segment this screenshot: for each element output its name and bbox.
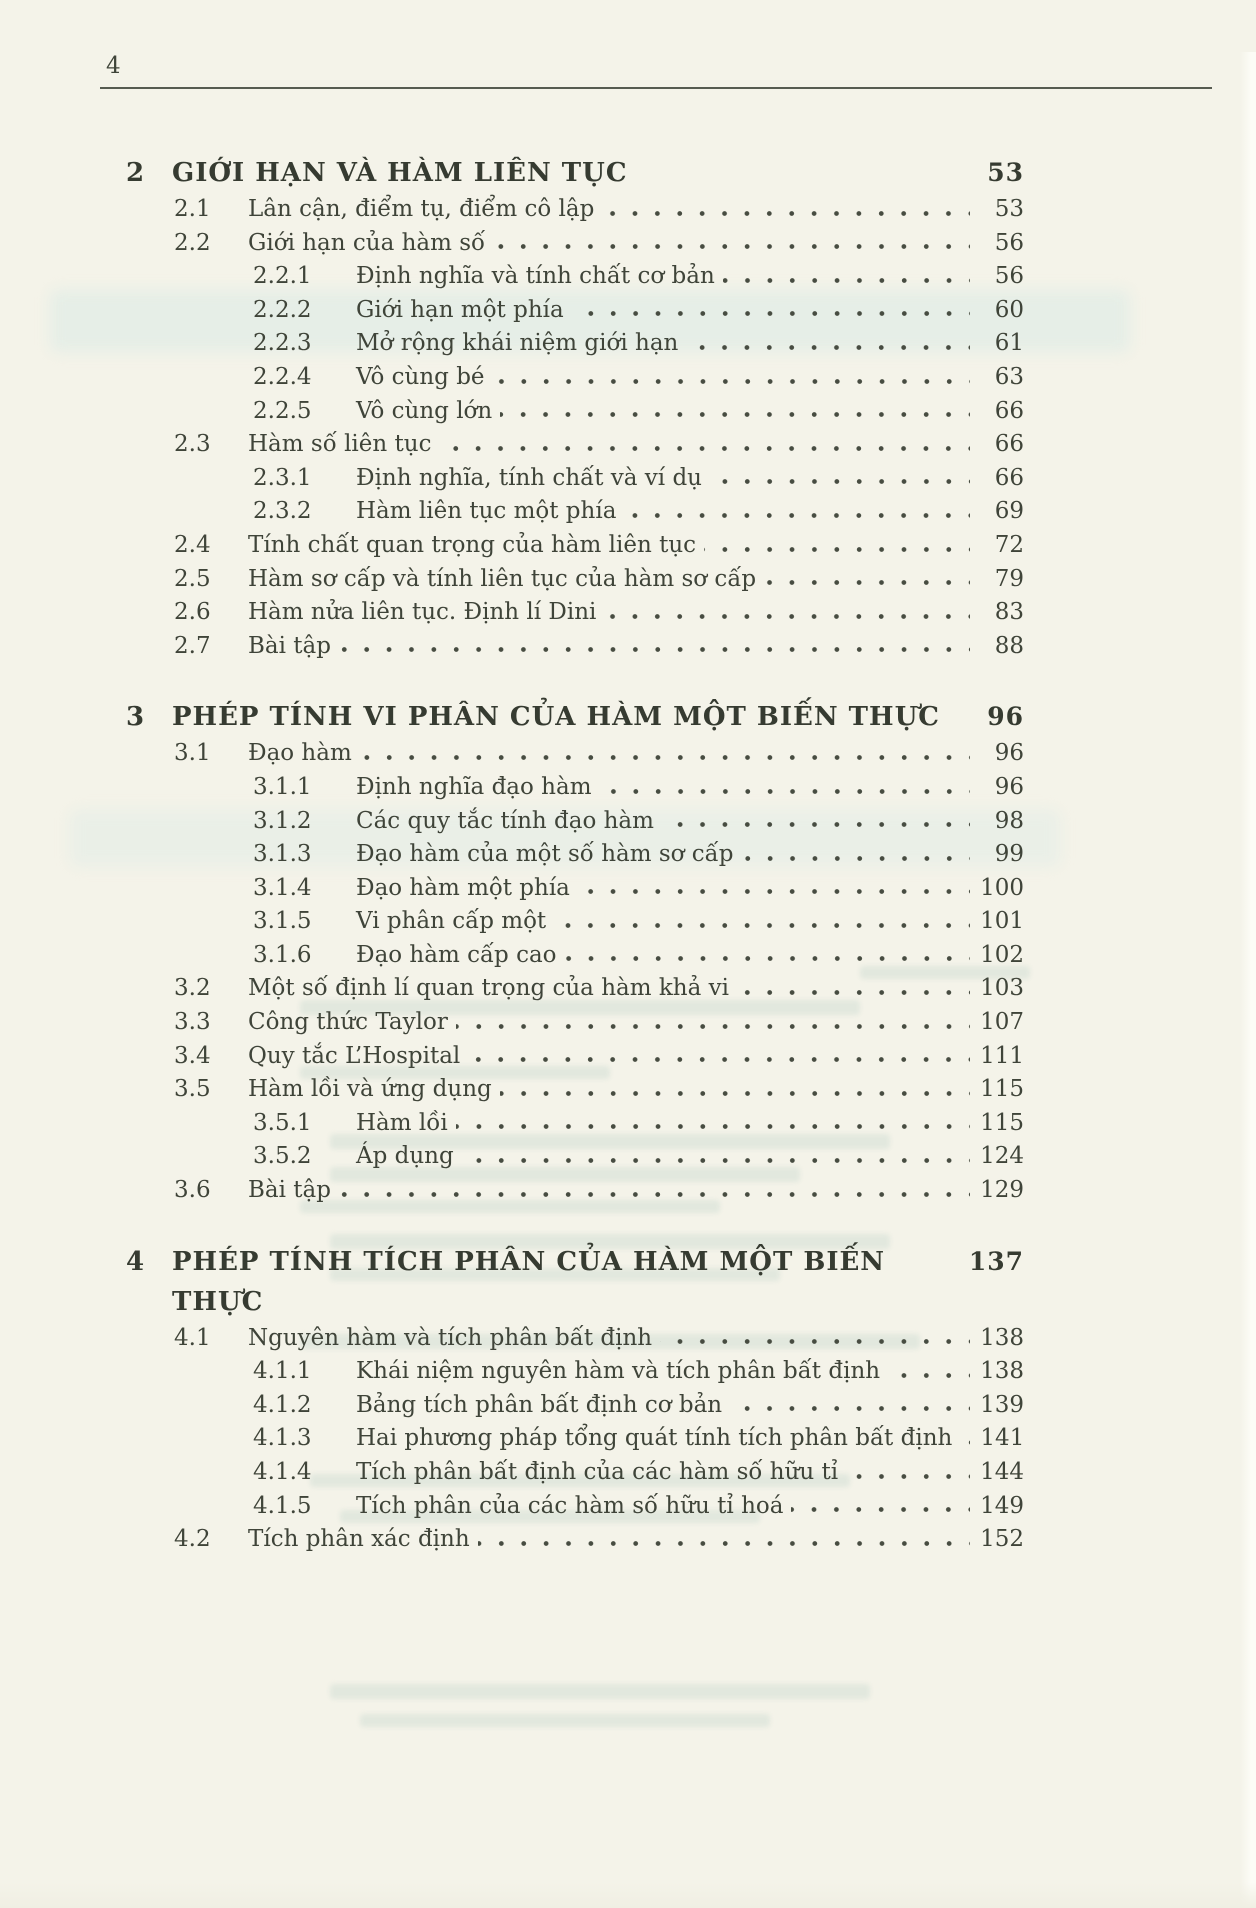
entry-page: 56: [994, 263, 1024, 290]
dot-leader: [704, 529, 970, 563]
toc-entry-row: [126, 1456, 1024, 1490]
entry-title: Hàm nửa liên tục. Định lí Dini: [248, 599, 597, 626]
entry-title: Tích phân xác định: [248, 1526, 470, 1553]
entry-page: 141: [980, 1425, 1025, 1452]
toc-entry-row: [126, 361, 1024, 395]
dot-leader: [500, 1073, 970, 1107]
toc-entry-row: [126, 1389, 1024, 1423]
entry-page: 96: [994, 773, 1024, 800]
entry-page: 100: [980, 874, 1024, 901]
entry-page: 61: [994, 330, 1024, 357]
entry-page: 98: [994, 807, 1024, 834]
entry-page: 96: [994, 740, 1024, 767]
entry-page: 111: [980, 1042, 1024, 1069]
entry-title: Tính chất quan trọng của hàm liên tục: [248, 531, 697, 558]
entry-page: 139: [980, 1391, 1024, 1418]
dot-leader: [602, 193, 970, 227]
entry-number: 3.3: [174, 1009, 211, 1036]
toc-entry-row: [126, 737, 1024, 771]
entry-page: 63: [994, 363, 1024, 390]
entry-title: Công thức Taylor: [248, 1009, 448, 1036]
entry-title: Một số định lí quan trọng của hàm khả vi: [248, 975, 729, 1002]
entry-number: 2.2.3: [253, 330, 312, 357]
entry-page: 66: [994, 431, 1024, 458]
entry-title: Các quy tắc tính đạo hàm: [356, 807, 654, 834]
dot-leader: [360, 737, 970, 771]
toc-entry-row: [126, 1040, 1024, 1074]
dot-leader: [339, 1174, 970, 1208]
chapter-title: PHÉP TÍNH TÍCH PHÂN CỦA HÀM MỘT BIẾN THỰC: [172, 1246, 886, 1317]
entry-title: Quy tắc L’Hospital: [248, 1042, 461, 1069]
toc-chapter-row: [126, 1242, 1024, 1322]
entry-title: Bài tập: [248, 1177, 331, 1204]
entry-page: 152: [980, 1526, 1024, 1553]
page-header-number: 4: [106, 53, 121, 79]
entry-number: 4.1.5: [253, 1492, 312, 1519]
toc-entry-row: [126, 1073, 1024, 1107]
dot-leader: [791, 1490, 970, 1524]
entry-page: 115: [980, 1076, 1024, 1103]
entry-page: 79: [994, 565, 1024, 592]
entry-title: Tích phân của các hàm số hữu tỉ hoá: [356, 1492, 784, 1519]
entry-page: 66: [994, 464, 1024, 491]
dot-leader: [565, 939, 970, 973]
dot-leader: [846, 1456, 970, 1490]
toc-entry-row: [126, 395, 1024, 429]
entry-number: 3.1.5: [253, 908, 312, 935]
entry-number: 3.4: [174, 1042, 211, 1069]
entry-page: 115: [980, 1109, 1024, 1136]
entry-page: 144: [980, 1459, 1024, 1485]
entry-page: 60: [994, 296, 1024, 323]
dot-leader: [456, 1006, 970, 1040]
dot-leader: [686, 327, 970, 361]
chapter-title: PHÉP TÍNH VI PHÂN CỦA HÀM MỘT BIẾN THỰC: [172, 702, 940, 733]
toc-entry-row: [126, 260, 1024, 294]
entry-title: Áp dụng: [356, 1143, 454, 1170]
toc-entry-row: [126, 294, 1024, 328]
entry-number: 2.2.5: [253, 397, 312, 424]
toc-entry-row: [126, 1523, 1024, 1557]
dot-leader: [662, 805, 970, 839]
dot-leader: [723, 260, 970, 294]
entry-number: 2.3.2: [253, 498, 312, 525]
toc-entry-row: [126, 193, 1024, 227]
dot-leader: [468, 1040, 970, 1074]
entry-number: 2.3.1: [253, 464, 312, 491]
entry-title: Giới hạn một phía: [356, 296, 564, 323]
toc-entry-row: [126, 972, 1024, 1006]
dot-leader: [478, 1523, 970, 1557]
dot-leader: [764, 563, 970, 597]
entry-page: 129: [980, 1177, 1024, 1204]
entry-title: Định nghĩa, tính chất và ví dụ: [356, 464, 702, 491]
entry-title: Định nghĩa đạo hàm: [356, 773, 592, 800]
dot-leader: [604, 596, 970, 630]
toc-entry-row: [126, 1107, 1024, 1141]
entry-number: 2.6: [174, 599, 211, 626]
entry-page: 149: [980, 1492, 1024, 1519]
entry-number: 4.1.2: [253, 1391, 312, 1418]
entry-title: Hàm số liên tục: [248, 431, 432, 458]
chapter-title: GIỚI HẠN VÀ HÀM LIÊN TỤC: [172, 158, 628, 188]
entry-page: 102: [980, 941, 1024, 968]
dot-leader: [888, 1355, 970, 1389]
entry-title: Vô cùng bé: [356, 363, 485, 390]
entry-number: 2.7: [174, 632, 211, 659]
entry-title: Nguyên hàm và tích phân bất định: [248, 1324, 653, 1351]
chapter-page: 53: [987, 158, 1024, 187]
entry-title: Hai phương pháp tổng quát tính tích phân bất định: [356, 1425, 953, 1452]
toc-entry-row: [126, 327, 1024, 361]
toc-entry-row: [126, 1422, 1024, 1456]
entry-page: 107: [980, 1009, 1024, 1036]
entry-title: Vi phân cấp một: [356, 908, 547, 935]
entry-number: 4.1: [174, 1324, 211, 1351]
entry-number: 3.1.6: [253, 941, 312, 968]
dot-leader: [624, 495, 970, 529]
entry-number: 3.5: [174, 1076, 211, 1103]
entry-number: 2.2.1: [253, 263, 312, 290]
toc-entry-row: [126, 227, 1024, 261]
entry-number: 4.1.1: [253, 1358, 312, 1385]
toc-entry-row: [126, 1006, 1024, 1040]
entry-number: 2.2: [174, 229, 211, 256]
dot-leader: [493, 361, 970, 395]
entry-number: 2.2.2: [253, 296, 312, 323]
dot-leader: [600, 771, 970, 805]
entry-page: 66: [994, 397, 1024, 424]
toc-entry-row: [126, 1355, 1024, 1389]
entry-page: 103: [980, 975, 1024, 1002]
toc-chapter-row: [126, 697, 1024, 737]
dot-leader: [737, 972, 970, 1006]
entry-page: 99: [994, 841, 1024, 868]
entry-number: 2.3: [174, 431, 211, 458]
dot-leader: [439, 428, 970, 462]
entry-number: 3.5.1: [253, 1109, 312, 1136]
dot-leader: [493, 227, 970, 261]
entry-title: Hàm liên tục một phía: [356, 498, 617, 525]
toc-entry-row: [126, 939, 1024, 973]
dot-leader: [456, 1107, 970, 1141]
entry-title: Tích phân bất định của các hàm số hữu tỉ: [356, 1459, 839, 1485]
entry-number: 4.1.4: [253, 1459, 312, 1485]
entry-title: Hàm lồi và ứng dụng: [248, 1076, 492, 1103]
entry-page: 138: [980, 1324, 1024, 1351]
dot-leader: [462, 1140, 970, 1174]
dot-leader: [742, 838, 970, 872]
entry-title: Hàm sơ cấp và tính liên tục của hàm sơ cấp: [248, 565, 757, 592]
toc-entry-row: [126, 771, 1024, 805]
dot-leader: [730, 1389, 970, 1423]
dot-leader: [554, 905, 970, 939]
toc-entry-row: [126, 563, 1024, 597]
entry-title: Đạo hàm của một số hàm sơ cấp: [356, 841, 734, 868]
toc-entry-row: [126, 872, 1024, 906]
table-of-contents: [126, 153, 1024, 1557]
chapter-number: 3: [126, 702, 146, 733]
toc-entry-row: [126, 1322, 1024, 1356]
page-header: [100, 52, 1212, 89]
entry-number: 3.5.2: [253, 1143, 312, 1170]
entry-title: Bài tập: [248, 632, 331, 659]
entry-page: 72: [994, 531, 1024, 558]
entry-title: Lân cận, điểm tụ, điểm cô lập: [248, 196, 595, 222]
toc-entry-row: [126, 838, 1024, 872]
entry-number: 2.1: [174, 196, 211, 222]
entry-title: Hàm lồi: [356, 1109, 448, 1136]
dot-leader: [960, 1422, 970, 1456]
dot-leader: [339, 630, 970, 664]
chapter-number: 2: [126, 158, 146, 188]
entry-title: Giới hạn của hàm số: [248, 229, 486, 256]
entry-number: 2.5: [174, 565, 211, 592]
toc-entry-row: [126, 596, 1024, 630]
entry-number: 3.1.1: [253, 773, 312, 800]
entry-title: Đạo hàm một phía: [356, 874, 570, 901]
dot-leader: [710, 462, 970, 496]
entry-page: 53: [994, 196, 1024, 222]
entry-number: 3.2: [174, 975, 211, 1002]
toc-entry-row: [126, 495, 1024, 529]
entry-page: 83: [994, 599, 1024, 626]
chapter-number: 4: [126, 1246, 146, 1277]
entry-number: 4.2: [174, 1526, 211, 1553]
toc-entry-row: [126, 529, 1024, 563]
entry-page: 88: [994, 632, 1024, 659]
entry-number: 3.1.2: [253, 807, 312, 834]
entry-page: 69: [994, 498, 1024, 525]
toc-entry-row: [126, 428, 1024, 462]
entry-title: Định nghĩa và tính chất cơ bản: [356, 263, 715, 290]
entry-page: 124: [980, 1143, 1024, 1170]
entry-page: 101: [980, 908, 1024, 935]
entry-title: Mở rộng khái niệm giới hạn: [356, 330, 679, 357]
toc-entry-row: [126, 1174, 1024, 1208]
entry-number: 2.4: [174, 531, 211, 558]
toc-entry-row: [126, 805, 1024, 839]
dot-leader: [572, 294, 970, 328]
chapter-page: 137: [968, 1246, 1024, 1276]
toc-entry-row: [126, 905, 1024, 939]
entry-number: 3.6: [174, 1177, 211, 1204]
entry-number: 3.1.3: [253, 841, 312, 868]
entry-number: 3.1: [174, 740, 211, 767]
entry-title: Đạo hàm: [248, 740, 352, 767]
entry-page: 56: [994, 229, 1024, 256]
entry-title: Bảng tích phân bất định cơ bản: [356, 1391, 723, 1418]
entry-title: Đạo hàm cấp cao: [356, 941, 557, 968]
entry-title: Khái niệm nguyên hàm và tích phân bất định: [356, 1358, 881, 1385]
dot-leader: [578, 872, 970, 906]
dot-leader: [500, 395, 970, 429]
toc-entry-row: [126, 1140, 1024, 1174]
toc-entry-row: [126, 630, 1024, 664]
entry-page: 138: [980, 1358, 1024, 1385]
page-scan-bottom-shadow: [0, 1882, 1256, 1908]
entry-number: 3.1.4: [253, 874, 312, 901]
page-scan-edge: [1240, 52, 1256, 1908]
toc-entry-row: [126, 462, 1024, 496]
dot-leader: [660, 1322, 970, 1356]
toc-entry-row: [126, 1490, 1024, 1524]
toc-chapter-row: [126, 153, 1024, 193]
entry-number: 2.2.4: [253, 363, 312, 390]
chapter-page: 96: [987, 702, 1024, 732]
entry-number: 4.1.3: [253, 1425, 312, 1452]
entry-title: Vô cùng lớn: [356, 397, 493, 424]
